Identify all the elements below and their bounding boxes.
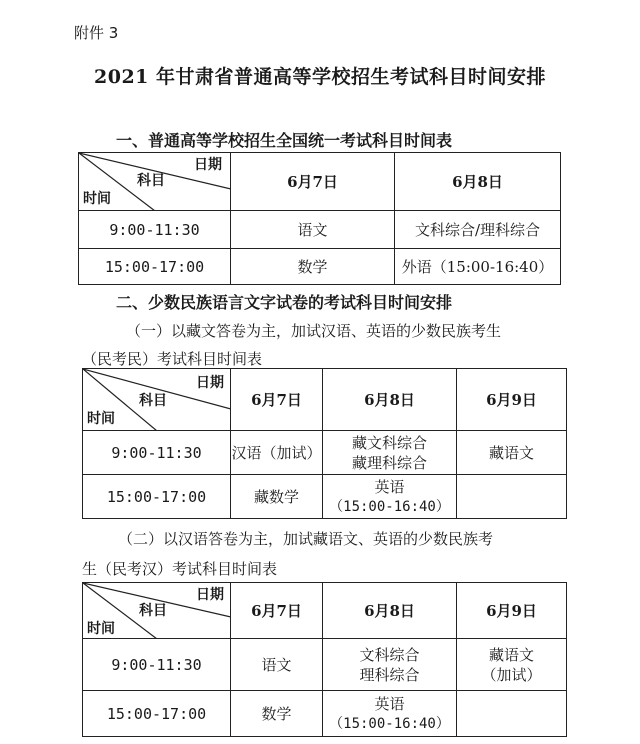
empty-cell — [457, 475, 567, 519]
subject-cell — [457, 639, 567, 691]
subject-line: 英语 — [374, 477, 405, 496]
subject-cell — [323, 431, 457, 475]
part2-intro-line2: 生（民考汉）考试科目时间表 — [82, 560, 278, 578]
table-row — [83, 639, 567, 691]
table3-corner-subject: 科目 — [139, 603, 167, 619]
table1-date-header: 6月7日 — [231, 153, 395, 211]
subject-line: 藏语文 — [488, 443, 534, 462]
time-slot: 15:00-17:00 — [79, 249, 231, 285]
schedule-table-3 — [82, 582, 567, 737]
time-slot: 9:00-11:30 — [83, 639, 231, 691]
document-title: 2021 年甘肃省普通高等学校招生考试科目时间安排 — [94, 66, 546, 88]
part2-intro-line1: （二）以汉语答卷为主，加试藏语文、英语的少数民族考 — [118, 530, 494, 548]
subject-cell: 语文 — [231, 211, 395, 249]
subject-line: （加试） — [481, 665, 542, 684]
subject-cell: 外语（15:00-16:40） — [395, 249, 561, 285]
table3-date-header: 6月9日 — [457, 583, 567, 639]
table1-corner-cell — [79, 153, 231, 211]
schedule-table-2 — [82, 368, 567, 519]
table2-date-header: 6月8日 — [323, 369, 457, 431]
table-row — [83, 431, 567, 475]
subject-cell — [323, 475, 457, 519]
time-slot: 9:00-11:30 — [83, 431, 231, 475]
table2-date-header: 6月9日 — [457, 369, 567, 431]
table-row — [79, 211, 561, 249]
subject-line: 藏文科综合 — [351, 433, 427, 452]
subject-cell: 数学 — [231, 249, 395, 285]
part1-intro-line2: （民考民）考试科目时间表 — [82, 350, 263, 368]
subject-line: 藏语文 — [488, 645, 534, 664]
subject-line: 文科综合 — [359, 645, 420, 664]
subject-cell — [323, 639, 457, 691]
table3-date-header: 6月7日 — [231, 583, 323, 639]
table-row — [83, 691, 567, 737]
time-slot: 15:00-17:00 — [83, 691, 231, 737]
subject-line: 理科综合 — [359, 665, 420, 684]
table2-corner-date: 日期 — [196, 375, 224, 391]
subject-line: 英语 — [374, 694, 405, 713]
table3-corner-date: 日期 — [196, 587, 224, 603]
table1-date-header: 6月8日 — [395, 153, 561, 211]
part1-intro-line1: （一）以藏文答卷为主，加试汉语、英语的少数民族考生 — [126, 322, 502, 340]
table2-corner-time: 时间 — [87, 411, 115, 427]
subject-cell: 藏数学 — [231, 475, 323, 519]
subject-line: （15:00-16:40） — [329, 498, 450, 515]
subject-line: 藏理科综合 — [351, 453, 427, 472]
table1-corner-date: 日期 — [194, 157, 222, 173]
attachment-label: 附件 3 — [74, 24, 119, 42]
subject-line: （15:00-16:40） — [329, 715, 450, 732]
subject-cell: 数学 — [231, 691, 323, 737]
subject-cell: 语文 — [231, 639, 323, 691]
table1-corner-subject: 科目 — [137, 173, 165, 189]
table3-corner-time: 时间 — [87, 621, 115, 637]
table-row — [79, 249, 561, 285]
table3-date-header: 6月8日 — [323, 583, 457, 639]
table1-corner-time: 时间 — [83, 191, 111, 207]
table2-corner-subject: 科目 — [139, 393, 167, 409]
time-slot: 15:00-17:00 — [83, 475, 231, 519]
table3-corner-cell — [83, 583, 231, 639]
table2-date-header: 6月7日 — [231, 369, 323, 431]
time-slot: 9:00-11:30 — [79, 211, 231, 249]
table-row — [83, 475, 567, 519]
schedule-table-1 — [78, 152, 561, 285]
section1-heading: 一、普通高等学校招生全国统一考试科目时间表 — [116, 131, 453, 150]
subject-cell — [323, 691, 457, 737]
subject-cell — [457, 431, 567, 475]
table2-corner-cell — [83, 369, 231, 431]
subject-cell: 汉语（加试） — [231, 431, 323, 475]
empty-cell — [457, 691, 567, 737]
subject-cell: 文科综合/理科综合 — [395, 211, 561, 249]
section2-heading: 二、少数民族语言文字试卷的考试科目时间安排 — [116, 293, 453, 312]
